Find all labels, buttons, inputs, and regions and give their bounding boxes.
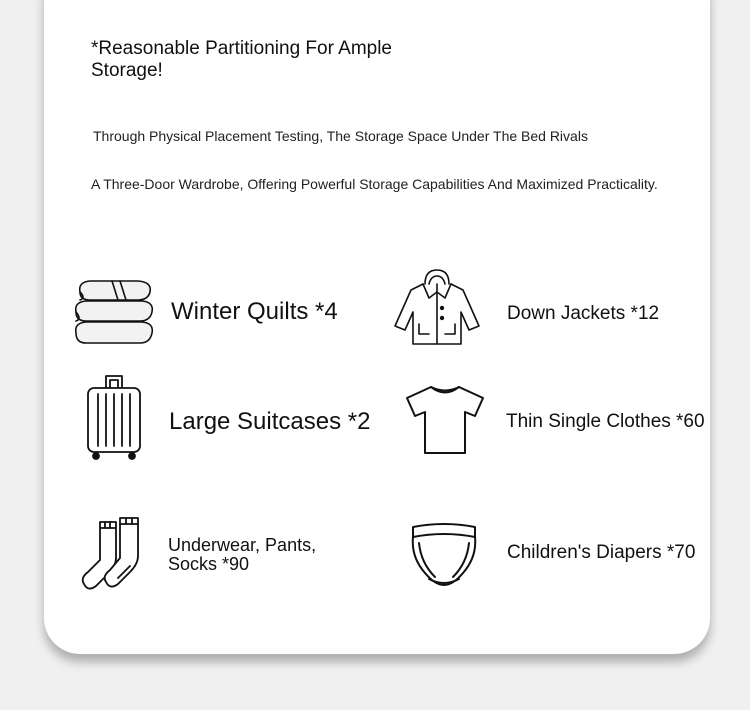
item-label-underwear-pants-socks: Underwear, Pants, Socks *90 [168, 535, 317, 574]
item-label-childrens-diapers: Children's Diapers *70 [507, 542, 696, 563]
description-line-2: A Three-Door Wardrobe, Offering Powerful Storage Capabilities And Maximized Practicality. [91, 176, 658, 192]
section-headline: *Reasonable Partitioning For Ample Storage! [91, 38, 393, 81]
diaper-icon [407, 521, 481, 589]
item-label-winter-quilts: Winter Quilts *4 [171, 298, 338, 325]
jacket-icon [391, 268, 483, 346]
socks-icon [80, 516, 142, 590]
suitcase-icon [86, 374, 142, 460]
quilt-icon [72, 278, 156, 348]
item-label-thin-single-clothes: Thin Single Clothes *60 [506, 411, 705, 432]
tshirt-icon [403, 384, 487, 456]
item-label-large-suitcases: Large Suitcases *2 [169, 408, 371, 435]
item-label-down-jackets: Down Jackets *12 [507, 303, 660, 324]
description-line-1: Through Physical Placement Testing, The Storage Space Under The Bed Rivals [93, 128, 588, 144]
